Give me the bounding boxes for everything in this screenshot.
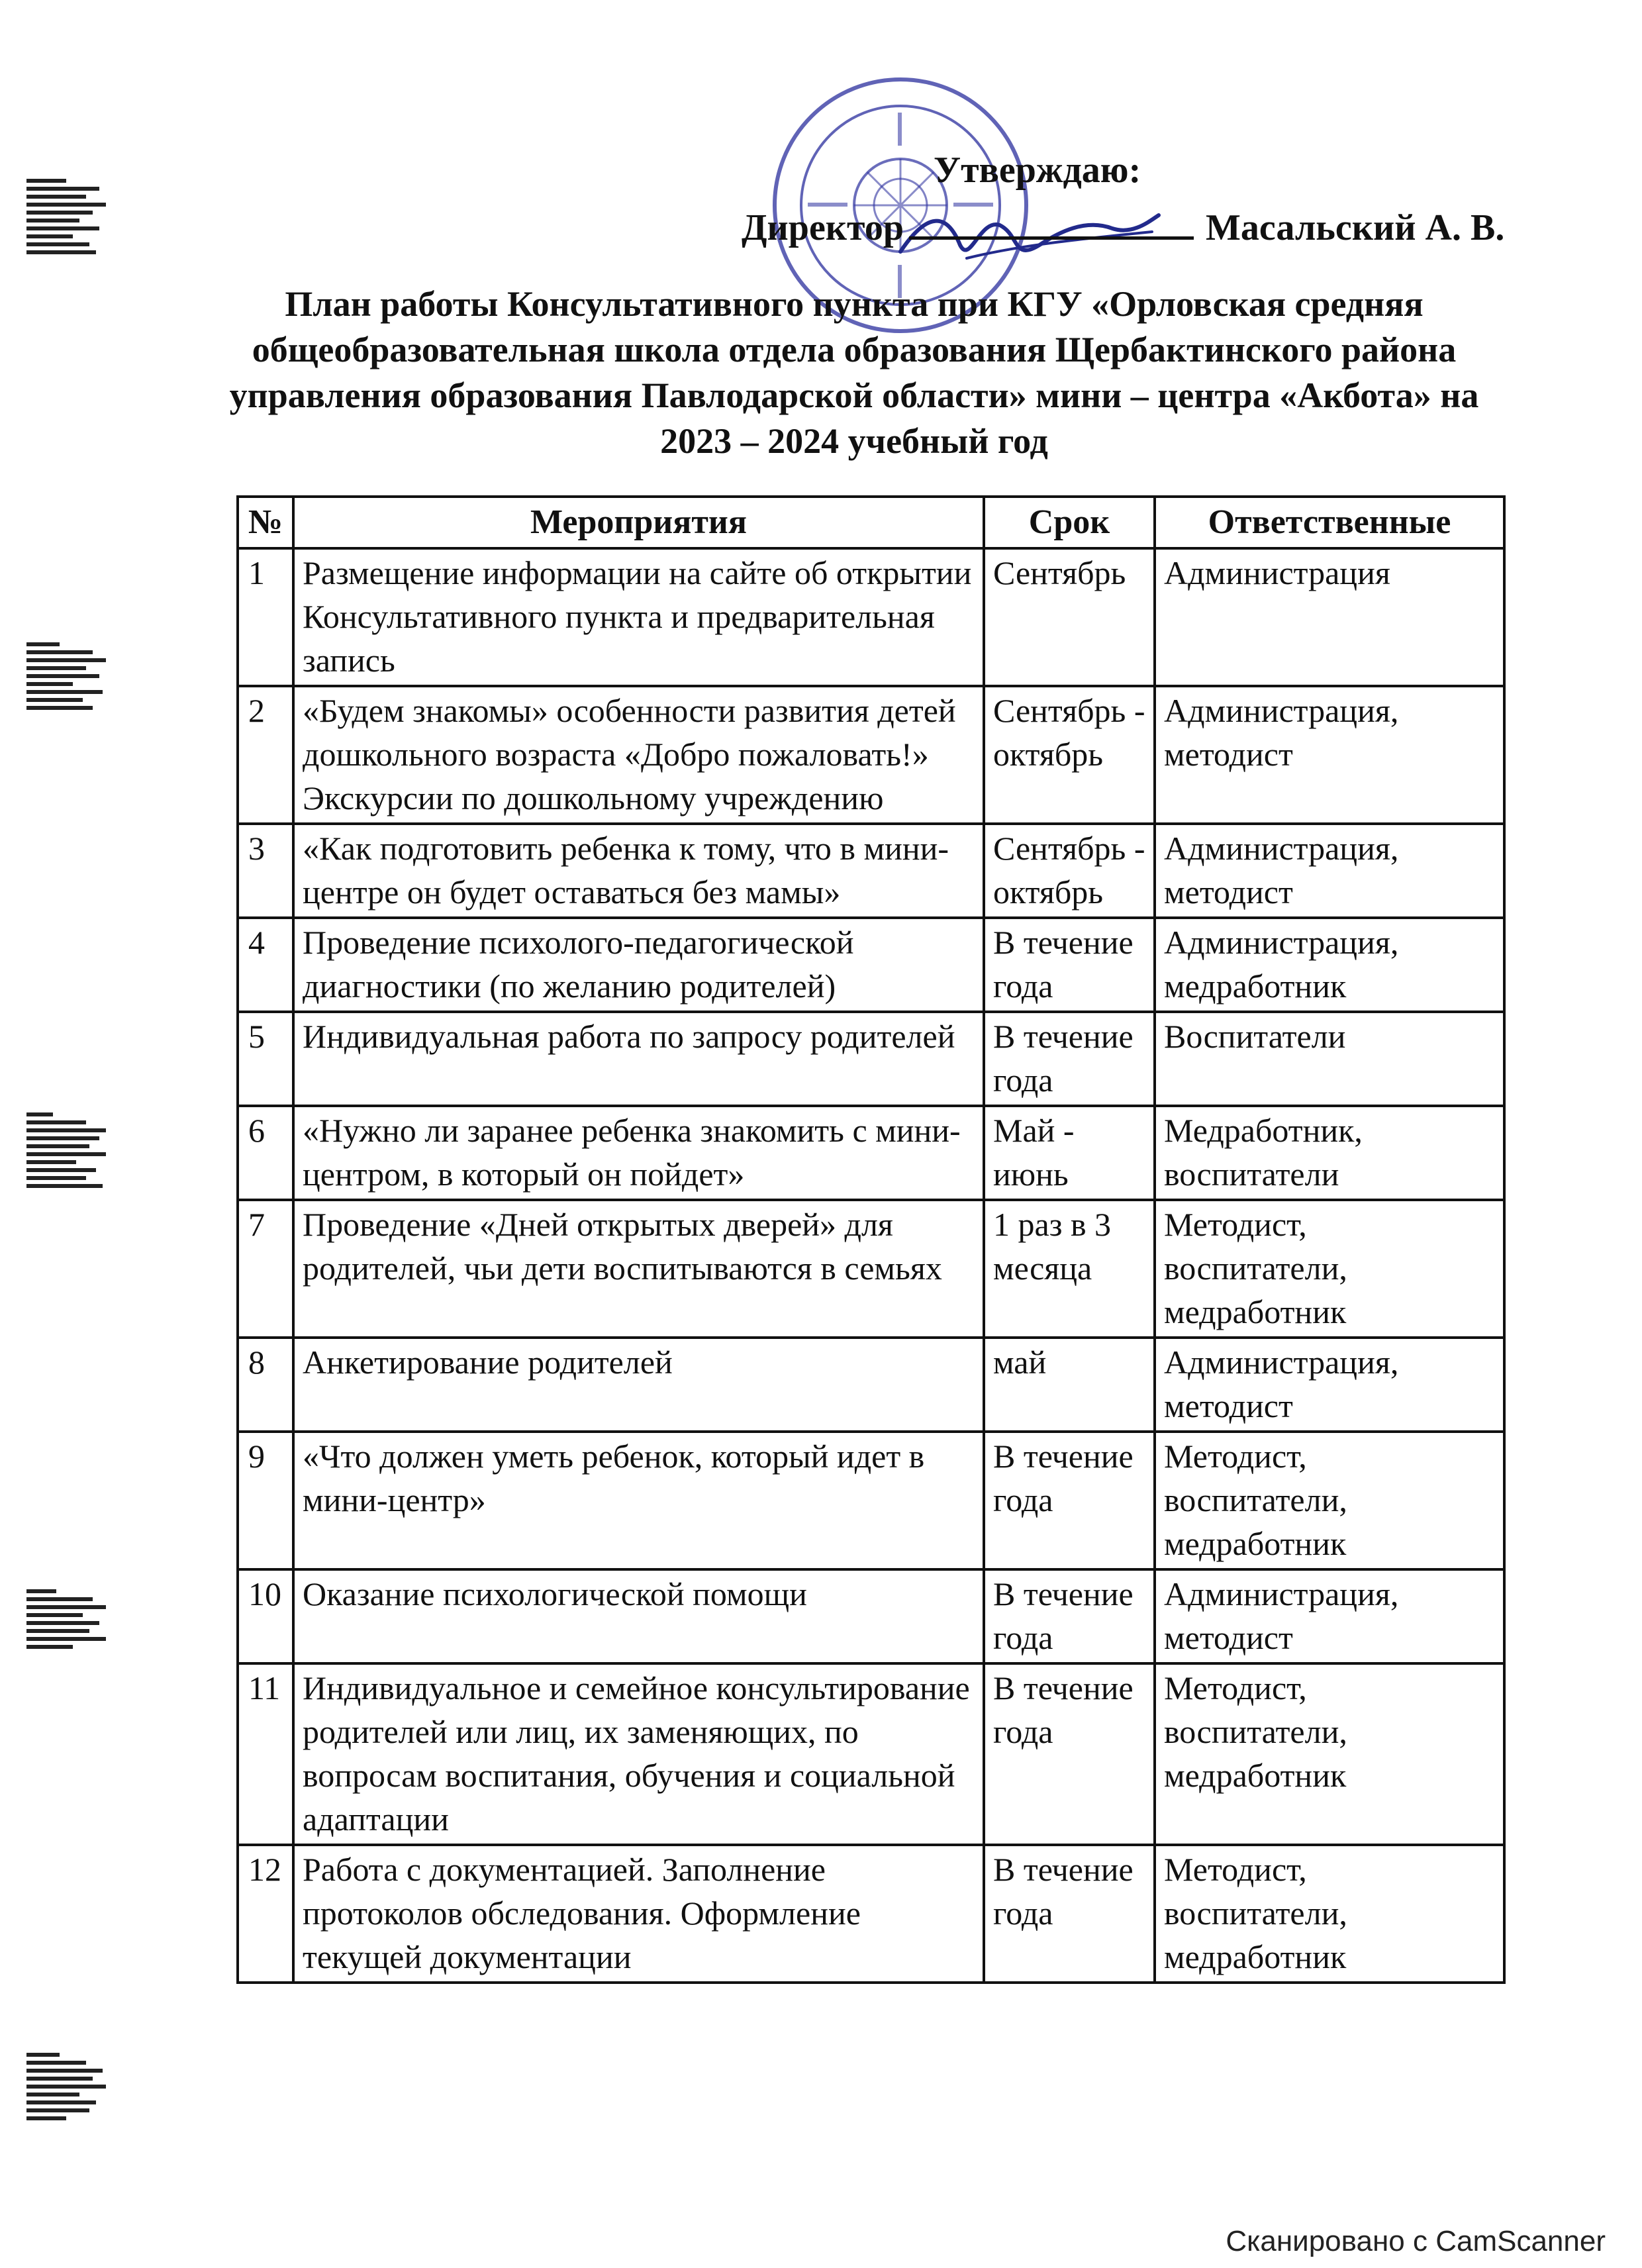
row-event: Работа с документацией. Заполнение протоколов обследования. Оформление текущей документации <box>293 1845 984 1983</box>
table-row <box>238 1845 1504 1983</box>
row-event: Индивидуальная работа по запросу родителей <box>293 1012 984 1106</box>
table-row <box>238 1432 1504 1569</box>
header-events: Мероприятия <box>293 497 984 548</box>
row-responsible: Администрация, методист <box>1155 686 1504 824</box>
table-row <box>238 1338 1504 1432</box>
row-term: Май - июнь <box>984 1106 1155 1200</box>
row-term: 1 раз в 3 месяца <box>984 1200 1155 1338</box>
table-row <box>238 1200 1504 1338</box>
table-row <box>238 1569 1504 1663</box>
row-term: Сентябрь <box>984 548 1155 686</box>
scan-edge-mark <box>26 642 113 714</box>
row-number: 10 <box>238 1569 293 1663</box>
row-term: В течение года <box>984 1012 1155 1106</box>
row-responsible: Методист, воспитатели, медработник <box>1155 1663 1504 1845</box>
row-number: 2 <box>238 686 293 824</box>
row-event: Проведение психолого-педагогической диагностики (по желанию родителей) <box>293 918 984 1012</box>
row-number: 8 <box>238 1338 293 1432</box>
table-header-row <box>238 497 1504 548</box>
row-number: 3 <box>238 824 293 918</box>
scan-edge-mark <box>26 179 113 258</box>
row-responsible: Методист, воспитатели, медработник <box>1155 1845 1504 1983</box>
approval-title: Утверждаю: <box>934 150 1141 191</box>
signature-blank <box>909 202 1194 240</box>
plan-table <box>236 495 1506 1984</box>
row-term: В течение года <box>984 918 1155 1012</box>
row-term: В течение года <box>984 1432 1155 1569</box>
table-row <box>238 824 1504 918</box>
row-term: В течение года <box>984 1569 1155 1663</box>
scanner-watermark: Сканировано с CamScanner <box>1226 2225 1606 2257</box>
scan-edge-mark <box>26 1589 113 1653</box>
row-event: «Как подготовить ребенка к тому, что в мини-центре он будет оставаться без мамы» <box>293 824 984 918</box>
row-event: Анкетирование родителей <box>293 1338 984 1432</box>
row-term: Сентябрь - октябрь <box>984 824 1155 918</box>
row-responsible: Администрация, методист <box>1155 1338 1504 1432</box>
row-event: «Нужно ли заранее ребенка знакомить с мини-центром, в который он пойдет» <box>293 1106 984 1200</box>
table-row <box>238 1106 1504 1200</box>
row-number: 11 <box>238 1663 293 1845</box>
row-number: 9 <box>238 1432 293 1569</box>
row-event: «Будем знакомы» особенности развития детей дошкольного возраста «Добро пожаловать!» Экскурсии по дошкольному учреждению <box>293 686 984 824</box>
row-responsible: Администрация <box>1155 548 1504 686</box>
row-event: Проведение «Дней открытых дверей» для родителей, чьи дети воспитываются в семьях <box>293 1200 984 1338</box>
scan-edge-mark <box>26 1112 113 1192</box>
row-responsible: Медработник, воспитатели <box>1155 1106 1504 1200</box>
table-row <box>238 1012 1504 1106</box>
row-responsible: Методист, воспитатели, медработник <box>1155 1200 1504 1338</box>
table-row <box>238 1663 1504 1845</box>
row-responsible: Администрация, методист <box>1155 824 1504 918</box>
row-number: 4 <box>238 918 293 1012</box>
row-term: май <box>984 1338 1155 1432</box>
row-event: Индивидуальное и семейное консультирование родителей или лиц, их заменяющих, по вопросам воспитания, обучения и социальной адаптации <box>293 1663 984 1845</box>
table-row <box>238 548 1504 686</box>
row-event: Размещение информации на сайте об открытии Консультативного пункта и предварительная запись <box>293 548 984 686</box>
scan-edge-mark <box>26 2053 113 2124</box>
row-responsible: Администрация, медработник <box>1155 918 1504 1012</box>
row-number: 6 <box>238 1106 293 1200</box>
approval-position: Директор <box>742 207 904 248</box>
row-term: Сентябрь - октябрь <box>984 686 1155 824</box>
row-number: 1 <box>238 548 293 686</box>
document-title: План работы Консультативного пункта при КГУ «Орловская средняя общеобразовательная школа отдела образования Щербактинского района управления образования Павлодарской области» мини – центра «Акбота» на 2023 – 2024 учебный год <box>229 284 1479 461</box>
row-number: 7 <box>238 1200 293 1338</box>
row-event: «Что должен уметь ребенок, который идет в мини-центр» <box>293 1432 984 1569</box>
row-responsible: Администрация, методист <box>1155 1569 1504 1663</box>
table-row <box>238 918 1504 1012</box>
header-number: № <box>238 497 293 548</box>
table-row <box>238 686 1504 824</box>
row-number: 5 <box>238 1012 293 1106</box>
header-responsible: Ответственные <box>1155 497 1504 548</box>
row-responsible: Методист, воспитатели, медработник <box>1155 1432 1504 1569</box>
row-event: Оказание психологической помощи <box>293 1569 984 1663</box>
header-term: Срок <box>984 497 1155 548</box>
row-number: 12 <box>238 1845 293 1983</box>
row-responsible: Воспитатели <box>1155 1012 1504 1106</box>
approval-name: Масальский А. В. <box>1205 207 1505 248</box>
row-term: В течение года <box>984 1663 1155 1845</box>
approval-signature-line <box>742 202 1504 249</box>
row-term: В течение года <box>984 1845 1155 1983</box>
